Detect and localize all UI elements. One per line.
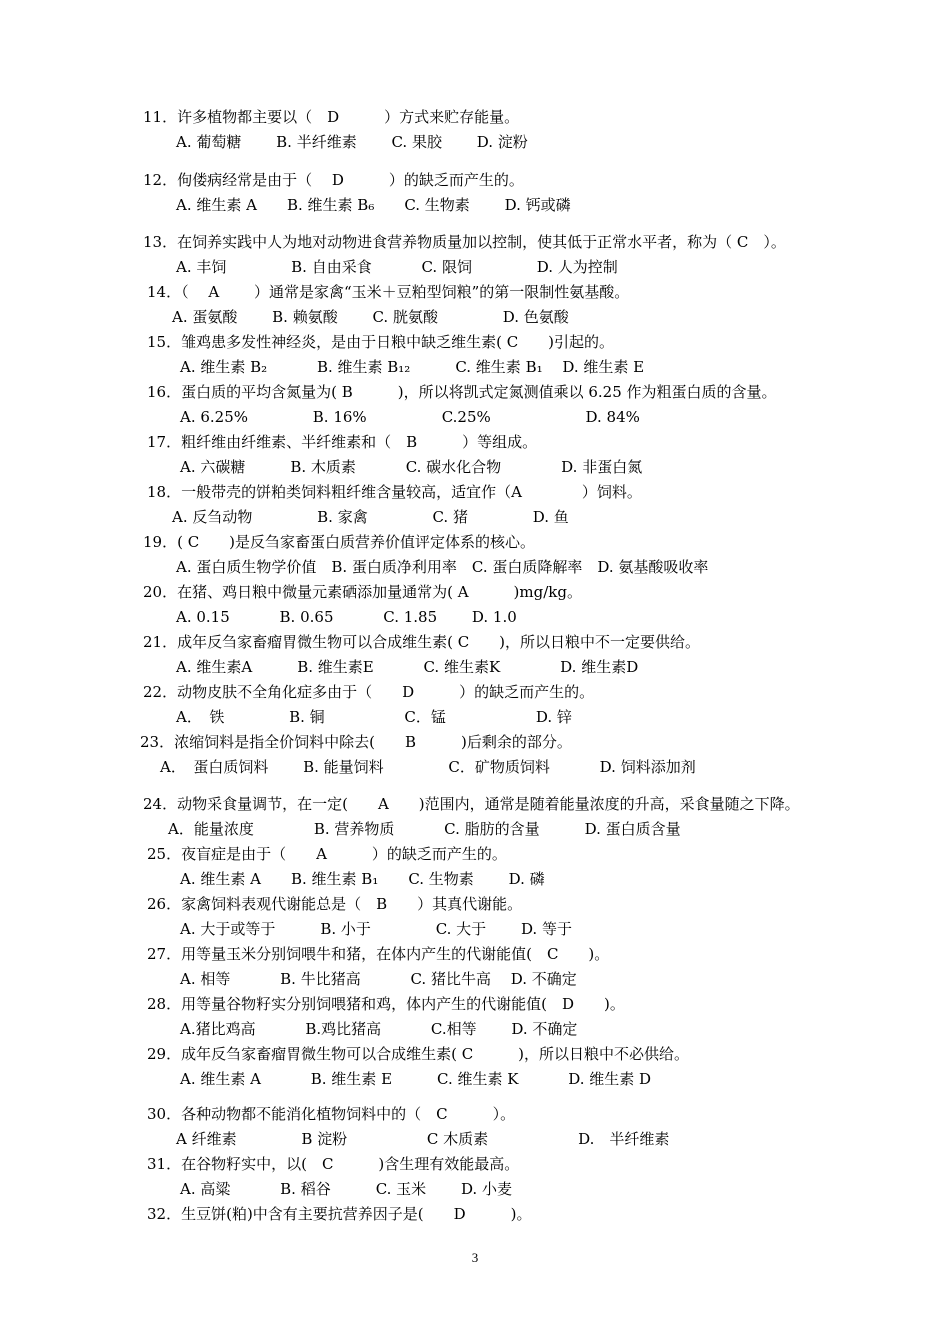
question-line: 17．粗纤维由纤维素、半纤维素和（ B ）等组成。 bbox=[147, 433, 538, 451]
question-line: 26．家禽饲料表观代谢能总是（ B ）其真代谢能。 bbox=[147, 895, 523, 913]
question-line: 11．许多植物都主要以（ D ）方式来贮存能量。 bbox=[143, 108, 520, 126]
options-line: A． 蛋白质饲料 B. 能量饲料 C．矿物质饲料 D. 饲料添加剂 bbox=[160, 758, 696, 776]
question-line: 29．成年反刍家畜瘤胃微生物可以合成维生素( C )，所以日粮中不必供给。 bbox=[147, 1045, 690, 1063]
options-line: A. 相等 B. 牛比猪高 C. 猪比牛高 D. 不确定 bbox=[180, 970, 577, 988]
question-line: 31．在谷物籽实中，以( C )含生理有效能最高。 bbox=[147, 1155, 520, 1173]
question-line: 28．用等量谷物籽实分别饲喂猪和鸡，体内产生的代谢能值( D )。 bbox=[147, 995, 625, 1013]
question-line: 16．蛋白质的平均含氮量为( B )，所以将凯式定氮测值乘以 6.25 作为粗蛋白质的含量。 bbox=[147, 383, 777, 401]
question-line: 23．浓缩饲料是指全价饲料中除去( B )后剩余的部分。 bbox=[140, 733, 572, 751]
options-line: A. 葡萄糖 B. 半纤维素 C. 果胶 D. 淀粉 bbox=[176, 133, 528, 151]
options-line: A. 大于或等于 B. 小于 C. 大于 D. 等于 bbox=[180, 920, 572, 938]
question-line: 13．在饲养实践中人为地对动物进食营养物质量加以控制，使其低于正常水平者，称为（ C ）。 bbox=[143, 233, 786, 251]
options-line: A. 维生素 B₂ B. 维生素 B₁₂ C. 维生素 B₁ D. 维生素 E bbox=[180, 358, 645, 376]
options-line: A． 铁 B. 铜 C．锰 D. 锌 bbox=[176, 708, 572, 726]
options-line: A. 丰饲 B. 自由采食 C. 限饲 D. 人为控制 bbox=[176, 258, 618, 276]
options-line: A. 蛋氨酸 B. 赖氨酸 C. 胱氨酸 D. 色氨酸 bbox=[172, 308, 569, 326]
options-line: A. 高粱 B. 稻谷 C. 玉米 D. 小麦 bbox=[180, 1180, 512, 1198]
question-line: 25．夜盲症是由于（ A ）的缺乏而产生的。 bbox=[147, 845, 507, 863]
question-line: 30．各种动物都不能消化植物饲料中的（ C ）。 bbox=[147, 1105, 516, 1123]
options-line: A. 六碳糖 B. 木质素 C. 碳水化合物 D. 非蛋白氮 bbox=[180, 458, 643, 476]
options-line: A 纤维素 B 淀粉 C 木质素 D. 半纤维素 bbox=[176, 1130, 670, 1148]
question-line: 22．动物皮肤不全角化症多由于（ D ）的缺乏而产生的。 bbox=[143, 683, 595, 701]
question-line: 14．（ A ）通常是家禽“玉米＋豆粕型饲粮”的第一限制性氨基酸。 bbox=[147, 283, 630, 301]
question-line: 19．( C )是反刍家畜蛋白质营养价值评定体系的核心。 bbox=[143, 533, 536, 551]
options-line: A. 维生素A B. 维生素E C. 维生素K D. 维生素D bbox=[176, 658, 639, 676]
options-line: A．能量浓度 B. 营养物质 C. 脂肪的含量 D. 蛋白质含量 bbox=[168, 820, 681, 838]
options-line: A.猪比鸡高 B.鸡比猪高 C.相等 D. 不确定 bbox=[180, 1020, 578, 1038]
question-line: 15．雏鸡患多发性神经炎，是由于日粮中缺乏维生素( C )引起的。 bbox=[147, 333, 615, 351]
options-line: A. 维生素 A B. 维生素 B₁ C. 生物素 D. 磷 bbox=[180, 870, 545, 888]
question-line: 24．动物采食量调节，在一定( A )范围内，通常是随着能量浓度的升高，采食量随之下降。 bbox=[143, 795, 800, 813]
question-line: 27．用等量玉米分别饲喂牛和猪，在体内产生的代谢能值( C )。 bbox=[147, 945, 610, 963]
options-line: A. 0.15 B. 0.65 C. 1.85 D. 1.0 bbox=[176, 608, 517, 626]
question-line: 21．成年反刍家畜瘤胃微生物可以合成维生素( C )，所以日粮中不一定要供给。 bbox=[143, 633, 701, 651]
question-line: 18．一般带壳的饼粕类饲料粗纤维含量较高，适宜作（A ）饲料。 bbox=[147, 483, 642, 501]
options-line: A. 反刍动物 B. 家禽 C. 猪 D. 鱼 bbox=[172, 508, 569, 526]
page-number: 3 bbox=[471, 1250, 479, 1265]
options-line: A. 维生素 A B. 维生素 E C. 维生素 K D. 维生素 D bbox=[180, 1070, 652, 1088]
question-line: 20．在猪、鸡日粮中微量元素硒添加量通常为( A )mg/kg。 bbox=[143, 583, 582, 601]
options-line: A. 6.25% B. 16% C.25% D. 84% bbox=[180, 408, 640, 426]
options-line: A. 维生素 A B. 维生素 B₆ C. 生物素 D. 钙或磷 bbox=[176, 196, 571, 214]
options-line: A. 蛋白质生物学价值 B. 蛋白质净利用率 C. 蛋白质降解率 D. 氨基酸吸收率 bbox=[176, 558, 709, 576]
question-line: 12．佝偻病经常是由于（ D ）的缺乏而产生的。 bbox=[143, 171, 524, 189]
question-line: 32．生豆饼(粕)中含有主要抗营养因子是( D )。 bbox=[147, 1205, 532, 1223]
